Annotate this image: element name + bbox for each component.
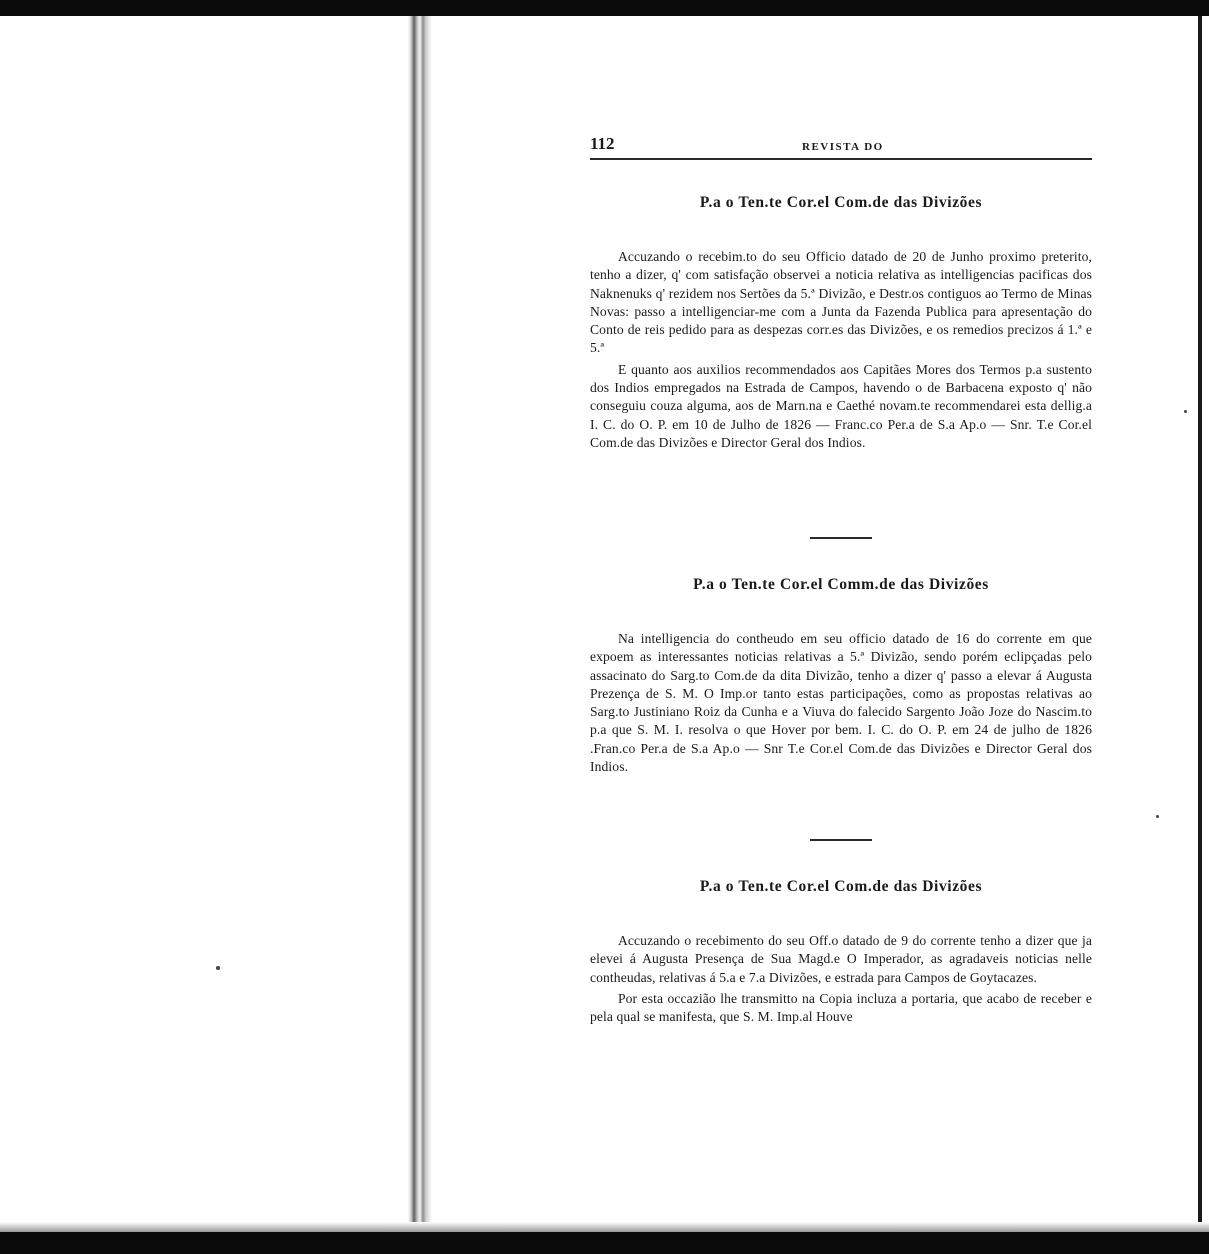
paragraph: Accuzando o recebimento do seu Off.o datado de 9 do corrente tenho a dizer que ja elevei á Augusta Presença de Sua Magd.e O Imperador, as agradaveis noticias nelle contheudas, relativas á 5.a e 7.a Divizões, e estrada para Campos de Goytacazes.: [590, 933, 1092, 985]
section-divider: [810, 839, 872, 841]
scan-speck: [216, 966, 220, 970]
paragraph: Na intelligencia do contheudo em seu officio datado de 16 do corrente em que expoem as interessantes noticias relativas a 5.ª Divizão, sendo porém eclipçadas pelo assacinato do Sarg.to Com.de da dita Divizão, tenho a dizer q' passo a elevar á Augusta Prezença de S. M. O Imp.or tanto estas participações, como as propostas relativas ao Sarg.to Justiniano Roiz da Cunha e a Viuva do falecido Sargento João Joze do Nascim.to p.a que S. M. I. resolva o que Hover por bem. I. C. do O. P. em 24 de julho de 1826 .Fran.co Per.a de S.a Ap.o — Snr T.e Cor.el Com.de das Divizões e Director Geral dos Indios.: [590, 631, 1092, 775]
letter-heading: P.a o Ten.te Cor.el Com.de das Divizões: [699, 194, 983, 211]
paragraph: Accuzando o recebim.to do seu Officio datado de 20 de Junho proximo preterito, tenho a dizer, q' com satisfação observei a noticia relativa as intelligencias pacificas dos Naknenuks q' rezidem nos Sertões da 5.ª Divizão, e Destr.os contiguos ao Termo de Minas Novas: passo a intelligenciar-me com a Junta da Fazenda Publica para apresentação do Conto de reis pedido para as despezas corr.es das Divizões, e os remedios precizos á 1.ª e 5.ª: [590, 249, 1092, 356]
section-divider: [810, 537, 872, 539]
scan-speck: [1184, 410, 1187, 413]
page-number: 112: [590, 134, 615, 153]
scan-speck: [1156, 815, 1159, 818]
book-page: [590, 132, 1092, 1025]
letter-heading: P.a o Ten.te Cor.el Com.de das Divizões: [699, 878, 983, 895]
letter-1: [590, 194, 1092, 455]
scan-border-bottom: [0, 1232, 1209, 1254]
letter-heading: P.a o Ten.te Cor.el Comm.de das Divizões: [693, 576, 989, 593]
scan-shadow-bottom: [0, 1222, 1209, 1232]
letter-body: [590, 630, 1092, 776]
letter-body: [590, 932, 1092, 1026]
scan-border-top: [0, 0, 1209, 16]
letter-3: [590, 878, 1092, 1029]
running-title: REVISTA DO: [802, 141, 884, 153]
letter-body: [590, 248, 1092, 452]
letter-2: [590, 576, 1092, 779]
book-gutter: [408, 16, 432, 1232]
page-edge-right: [1198, 16, 1202, 1232]
paragraph: E quanto aos auxilios recommendados aos Capitães Mores dos Termos p.a sustento dos Indios empregados na Estrada de Campos, havendo o de Barbacena exposto q' não conseguiu couza alguma, aos de Marn.na e Caethé novam.te recommendarei esta dellig.a I. C. do O. P. em 10 de Julho de 1826 — Franc.co Per.a de S.a Ap.o — Snr. T.e Cor.el Com.de das Divizões e Director Geral dos Indios.: [590, 361, 1092, 450]
running-head: [590, 132, 1092, 160]
paragraph: Por esta occazião lhe transmitto na Copia incluza a portaria, que acabo de receber e pela qual se manifesta, que S. M. Imp.al Houve: [590, 990, 1092, 1025]
